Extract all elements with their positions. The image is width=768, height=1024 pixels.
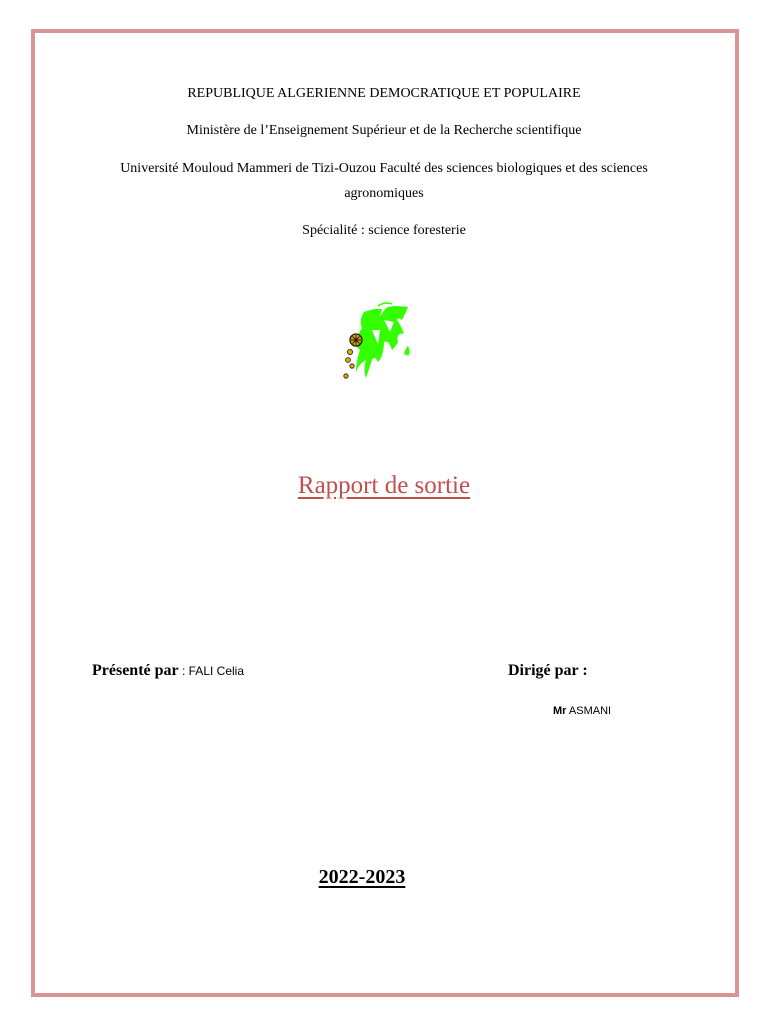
presented-by-label: Présenté par — [92, 662, 179, 679]
republic-heading: REPUBLIQUE ALGERIENNE DEMOCRATIQUE ET POPULAIRE — [187, 86, 581, 101]
directed-by-label: Dirigé par : — [508, 662, 588, 679]
student-name: : FALI Celia — [178, 664, 245, 678]
ministry-heading: Ministère de l’Enseignement Supérieur et de la Recherche scientifique — [186, 123, 582, 138]
university-heading-line1: Université Mouloud Mammeri de Tizi-Ouzou Faculté des sciences biologiques et des sciences — [120, 161, 648, 176]
university-logo-icon — [334, 300, 418, 386]
supervisor-title: Mr — [553, 705, 567, 717]
academic-year: 2022-2023 — [318, 866, 406, 888]
directed-by — [508, 662, 588, 680]
supervisor — [553, 705, 611, 717]
university-heading-line2: agronomiques — [344, 186, 424, 201]
report-title: Rapport de sortie — [297, 472, 471, 499]
supervisor-name: ASMANI — [566, 705, 612, 717]
presented-by — [92, 662, 244, 680]
speciality-line: Spécialité : science foresterie — [302, 223, 466, 238]
